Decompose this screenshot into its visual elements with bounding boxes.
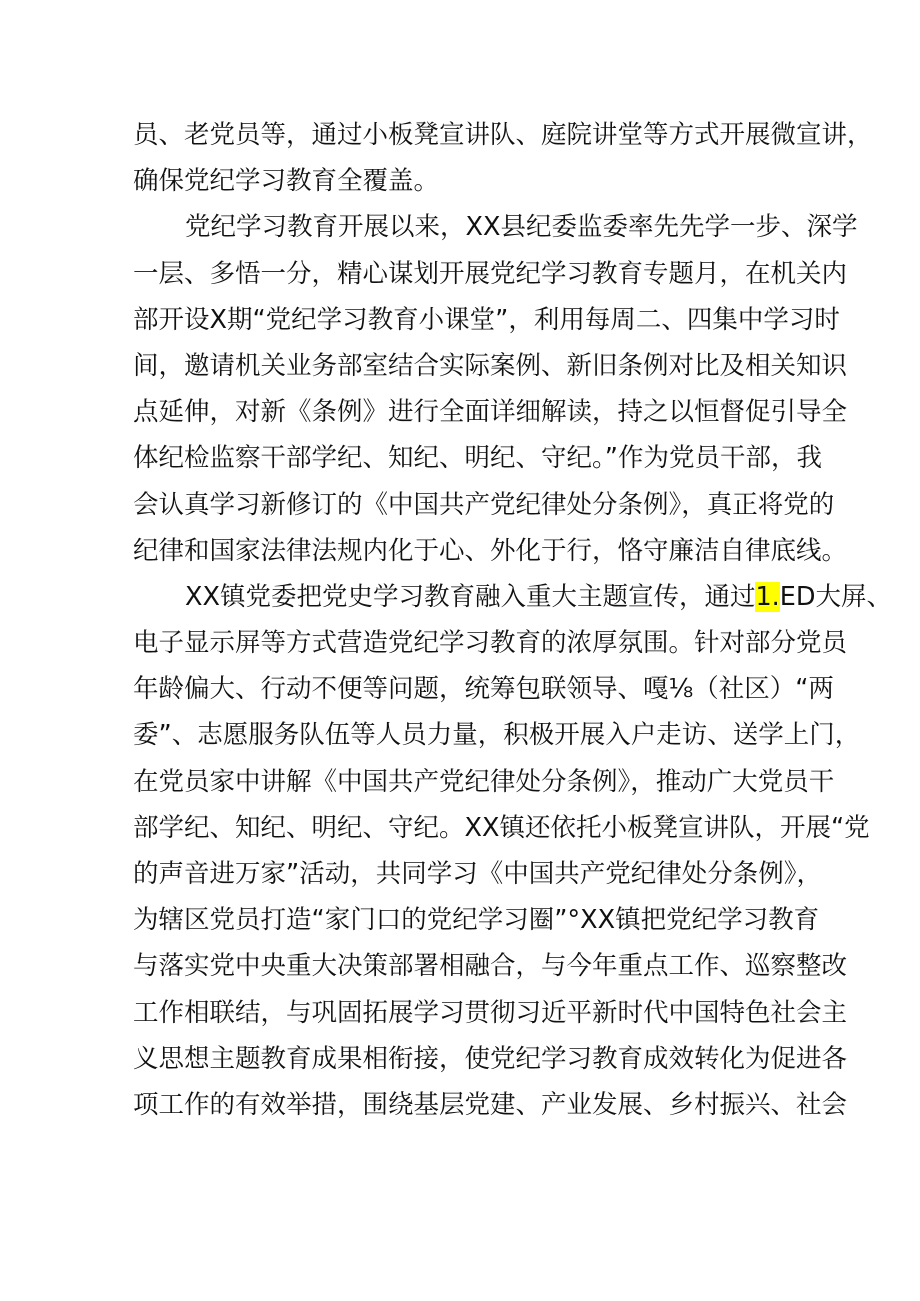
- text-line: 委”、志愿服务队伍等人员力量，积极开展入户走访、送学上门，: [133, 720, 861, 751]
- text-segment: XX镇党委把党史学习教育融入重大主题宣传，通过: [185, 581, 756, 612]
- text-line: 工作相联结，与巩固拓展学习贯彻习近平新时代中国特色社会主: [133, 997, 848, 1028]
- text-line: 一层、多悟一分，精心谋划开展党纪学习教育专题月，在机关内: [133, 258, 848, 289]
- text-line: [133, 574, 893, 620]
- text-line: 的声音进万家”活动，共同学习《中国共产党纪律处分条例》，: [133, 859, 822, 889]
- text-line: 电子显示屏等方式营造党纪学习教育的浓厚氛围。针对部分党员: [133, 628, 848, 659]
- text-line: 为辖区党员打造“家门口的党纪学习圈”°XX镇把党纪学习教育: [133, 905, 820, 936]
- highlighted-text: 1.: [755, 581, 780, 612]
- text-line: 项工作的有效举措，围绕基层党建、产业发展、乡村振兴、社会: [133, 1089, 848, 1120]
- text-line: 党纪学习教育开展以来，XX县纪委监委率先先学一步、深学: [185, 212, 858, 243]
- text-line: 确保党纪学习教育全覆盖。: [133, 166, 440, 197]
- text-line: 义思想主题教育成果相衔接，使党纪学习教育成效转化为促进各: [133, 1043, 848, 1074]
- text-line: 间，邀请机关业务部室结合实际案例、新旧条例对比及相关知识: [133, 350, 848, 381]
- text-line: 纪律和国家法律法规内化于心、外化于行，恪守廉洁自律底线。: [133, 535, 848, 566]
- text-line: 点延伸，对新《条例》进行全面详细解读，持之以恒督促引导全: [133, 397, 848, 428]
- text-line: 与落实党中央重大决策部署相融合，与今年重点工作、巡察整改: [133, 951, 848, 982]
- text-line: 体纪检监察干部学纪、知纪、明纪、守纪。”作为党员干部，我: [133, 443, 822, 474]
- text-line: 部开设X期“党纪学习教育小课堂”，利用每周二、四集中学习时: [133, 304, 840, 335]
- text-line: 员、老党员等，通过小板凳宣讲队、庭院讲堂等方式开展微宣讲，: [133, 120, 873, 150]
- text-line: 部学纪、知纪、明纪、守纪。XX镇还依托小板凳宣讲队，开展“党: [133, 812, 870, 843]
- text-line: 在党员家中讲解《中国共产党纪律处分条例》，推动广大党员干: [133, 766, 835, 797]
- body-text: [133, 112, 893, 1128]
- text-line: 会认真学习新修订的《中国共产党纪律处分条例》，真正将党的: [133, 489, 835, 520]
- text-line: 年龄偏大、行动不便等问题，统筹包联领导、嘎⅛（社区）“两: [133, 674, 834, 705]
- text-segment: ED大屏、: [779, 581, 893, 612]
